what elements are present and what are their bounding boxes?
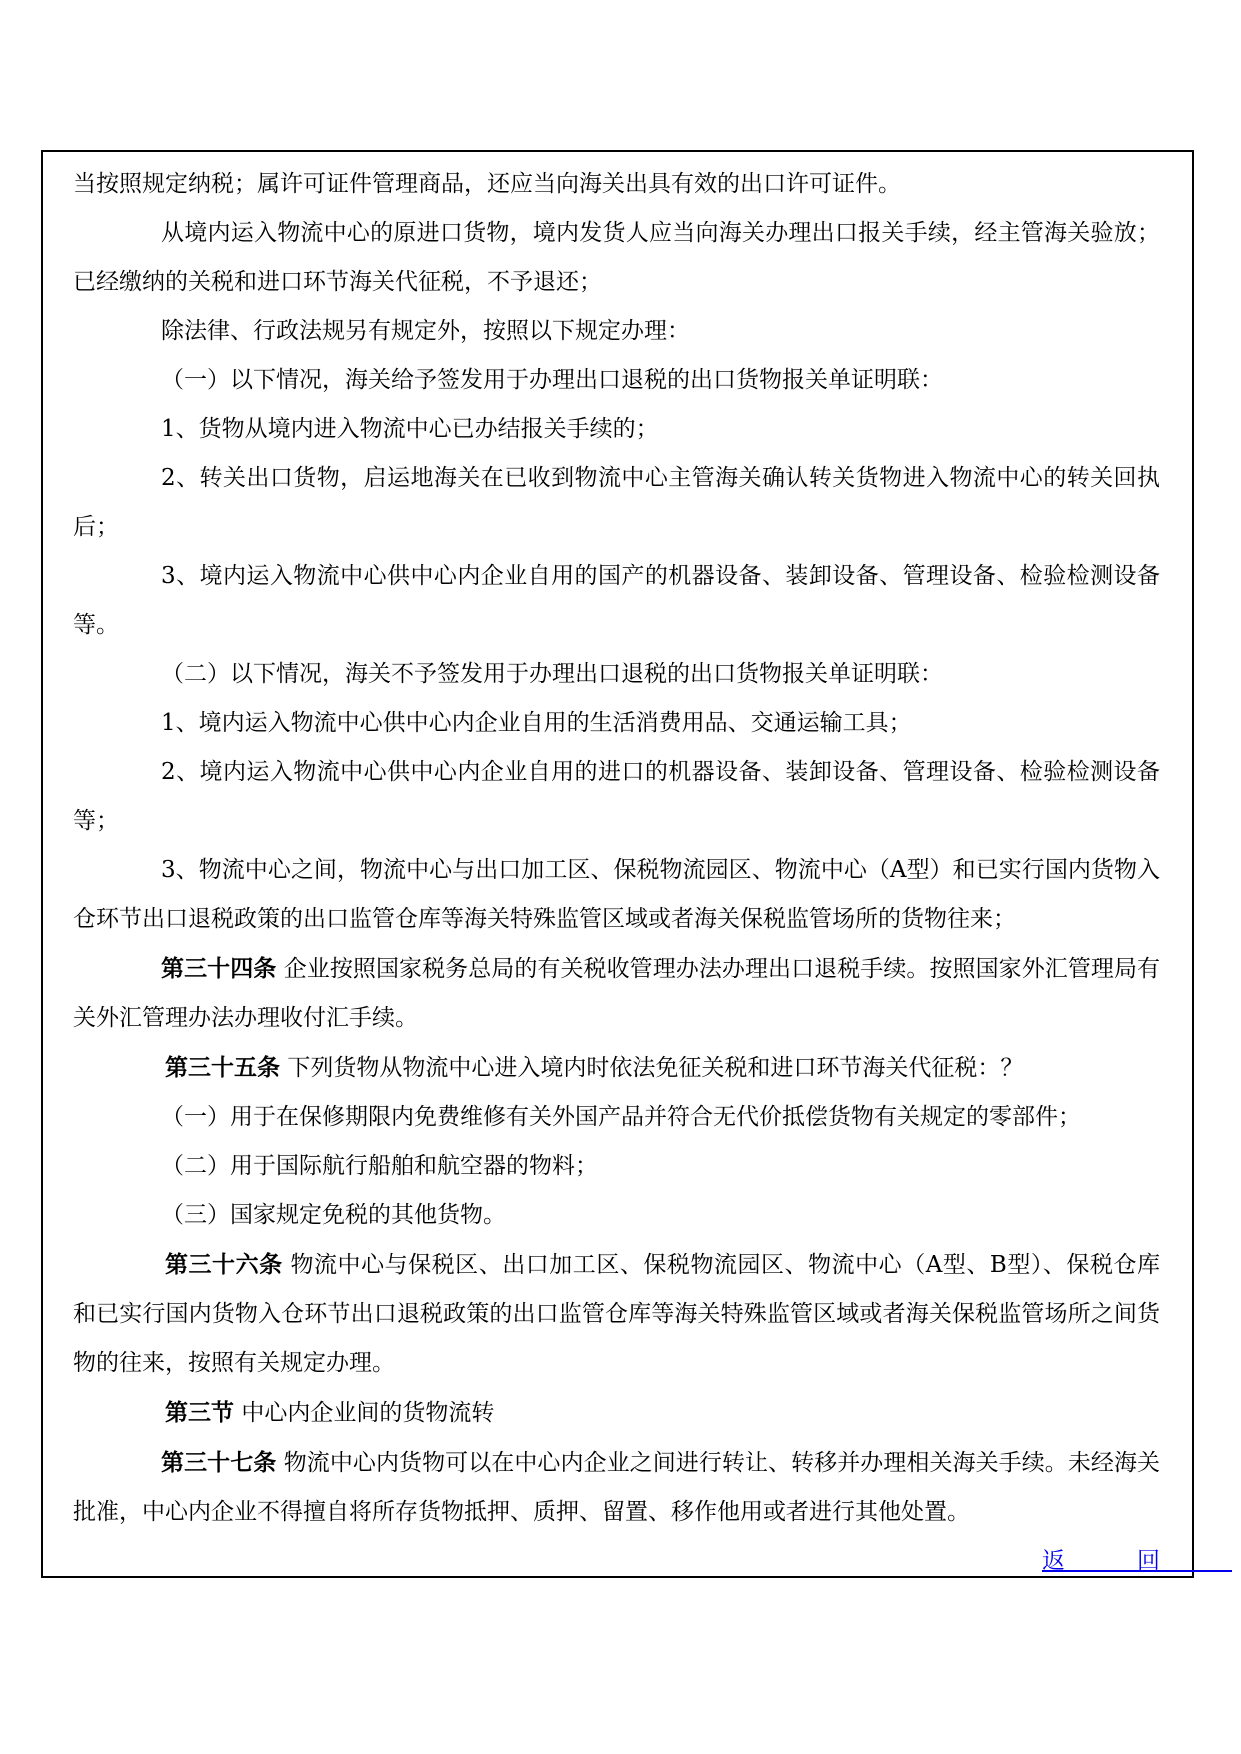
paragraph: 从境内运入物流中心的原进口货物，境内发货人应当向海关办理出口报关手续，经主管海关验放；已经缴纳的关税和进口环节海关代征税，不予退还； xyxy=(73,220,1160,295)
article-title: 第三十七条 xyxy=(161,1449,277,1476)
paragraph: 3、境内运入物流中心供中心内企业自用的国产的机器设备、装卸设备、管理设备、检验检测设备等。 xyxy=(73,563,1160,638)
article-title: 第三十四条 xyxy=(161,955,277,982)
return-row xyxy=(73,1537,1232,1586)
list-item: （三）国家规定免税的其他货物。 xyxy=(161,1202,506,1228)
article-title: 第三十五条 xyxy=(165,1054,280,1081)
paragraph: 2、境内运入物流中心供中心内企业自用的进口的机器设备、装卸设备、管理设备、检验检测设备等； xyxy=(73,759,1160,834)
paragraph: 当按照规定纳税；属许可证件管理商品，还应当向海关出具有效的出口许可证件。 xyxy=(73,171,901,197)
article-text: 下列货物从物流中心进入境内时依法免征关税和进口环节海关代征税：？ xyxy=(287,1055,1024,1081)
article-35 xyxy=(73,1043,1160,1093)
article-37 xyxy=(73,1438,1160,1537)
paragraph: （二）以下情况，海关不予签发用于办理出口退税的出口货物报关单证明联： xyxy=(161,661,943,687)
article-text: 企业按照国家税务总局的有关税收管理办法办理出口退税手续。按照国家外汇管理局有关外汇管理办法办理收付汇手续。 xyxy=(73,956,1160,1031)
paragraph: 1、境内运入物流中心供中心内企业自用的生活消费用品、交通运输工具； xyxy=(161,710,912,736)
article-34 xyxy=(73,944,1160,1043)
paragraph: 除法律、行政法规另有规定外，按照以下规定办理： xyxy=(161,318,690,344)
list-item: （二）用于国际航行船舶和航空器的物料； xyxy=(161,1153,598,1179)
paragraph: 1、货物从境内进入物流中心已办结报关手续的； xyxy=(161,416,659,442)
paragraph: 3、物流中心之间，物流中心与出口加工区、保税物流园区、物流中心（A型）和已实行国内货物入仓环节出口退税政策的出口监管仓库等海关特殊监管区域或者海关保税监管场所的货物往来； xyxy=(73,857,1160,932)
paragraph: （一）以下情况，海关给予签发用于办理出口退税的出口货物报关单证明联： xyxy=(161,367,943,393)
article-36 xyxy=(73,1240,1160,1388)
list-item: （一）用于在保修期限内免费维修有关外国产品并符合无代价抵偿货物有关规定的零部件； xyxy=(161,1104,1081,1130)
section-title: 第三节 xyxy=(165,1399,234,1426)
paragraph: 2、转关出口货物，启运地海关在已收到物流中心主管海关确认转关货物进入物流中心的转关回执后； xyxy=(73,465,1160,540)
section-text: 中心内企业间的货物流转 xyxy=(241,1400,495,1426)
section-heading xyxy=(73,1388,1160,1438)
article-text: 物流中心内货物可以在中心内企业之间进行转让、转移并办理相关海关手续。未经海关批准，中心内企业不得擅自将所存货物抵押、质押、留置、移作他用或者进行其他处置。 xyxy=(73,1450,1160,1525)
article-text: 物流中心与保税区、出口加工区、保税物流园区、物流中心（A型、B型）、保税仓库和已实行国内货物入仓环节出口退税政策的出口监管仓库等海关特殊监管区域或者海关保税监管场所之间货物的往来，按照有关规定办理。 xyxy=(73,1252,1161,1376)
article-title: 第三十六条 xyxy=(165,1251,283,1278)
return-link[interactable]: 返回 xyxy=(1042,1548,1232,1574)
document-body xyxy=(73,160,1232,1586)
